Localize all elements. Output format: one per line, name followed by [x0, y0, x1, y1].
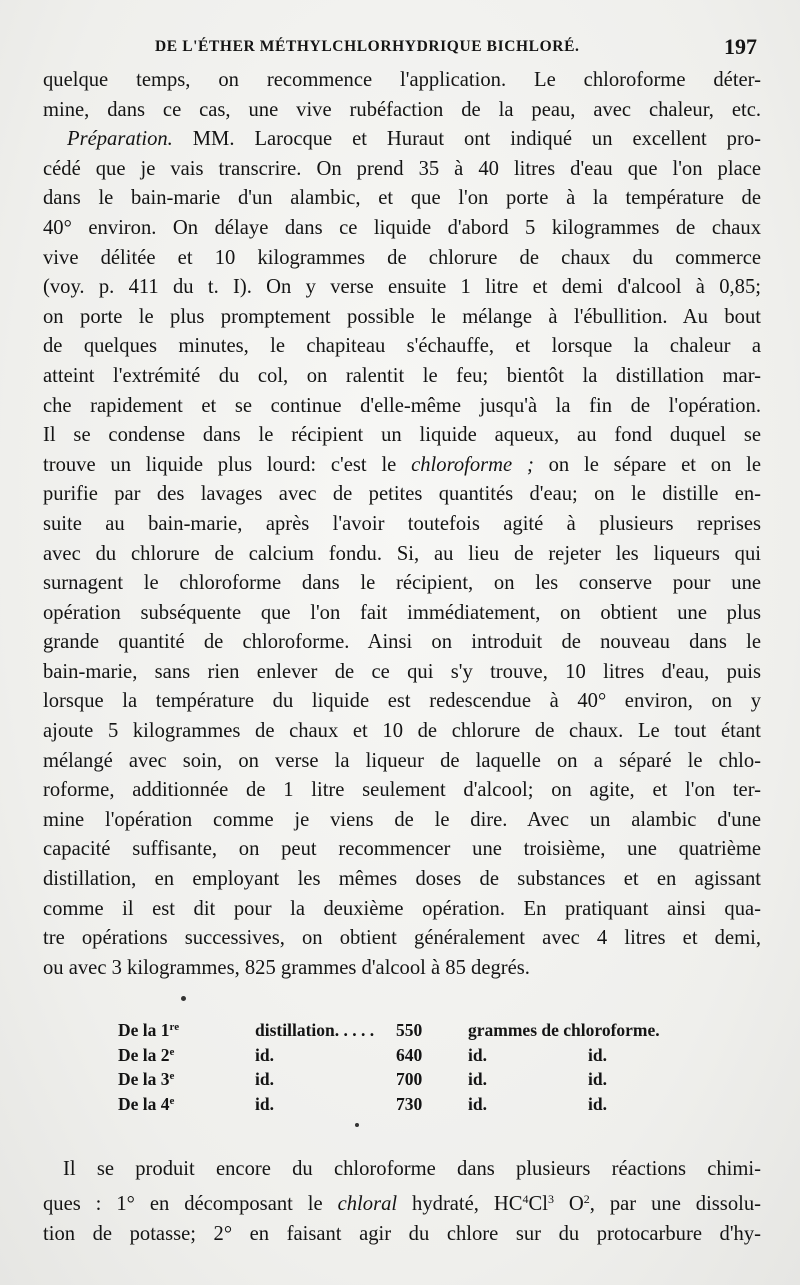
text-line: Il se condense dans le récipient un liquide aqueux, au fond duquel se [43, 424, 761, 447]
text-line: quelque temps, on recommence l'application. Le chloroforme déter- [43, 69, 761, 91]
text-line: dans le bain-marie d'un alambic, et que l'on porte à la température de [43, 187, 761, 210]
text-fragment: MM. Larocque et Huraut ont indiqué un excellent pro- [172, 128, 761, 151]
table-cell: id. [255, 1093, 274, 1114]
table-cell: id. [468, 1093, 487, 1114]
text-line: capacité suffisante, on peut recommencer une troisième, une quatrième [43, 838, 761, 861]
text-line: atteint l'extrémité du col, on ralentit le feu; bientôt la distillation mar- [43, 364, 761, 387]
text-line [43, 125, 761, 155]
table-cell: id. [588, 1044, 607, 1065]
table-cell: grammes de chloroforme. [468, 1020, 660, 1040]
text-line: surnagent le chloroforme dans le récipient, on les conserve pour une [43, 572, 761, 595]
text-line: tre opérations successives, on obtient généralement avec 4 litres et demi, [43, 927, 761, 950]
row-label: De la 2e [118, 1044, 175, 1065]
text-line: (voy. p. 411 du t. I). On y verse ensuite 1 litre et demi d'alcool à 0,85; [43, 276, 761, 299]
text-line: 40° environ. On délaye dans ce liquide d'abord 5 kilogrammes de chaux [43, 216, 761, 239]
text-line: grande quantité de chloroforme. Ainsi on introduit de nouveau dans le [43, 631, 761, 654]
italic-term: chloroforme ; [411, 453, 534, 476]
table-cell: distillation. . . . . [255, 1020, 375, 1040]
text-line: Il se produit encore du chloroforme dans plusieurs réactions chimi- [63, 1158, 761, 1180]
text-fragment: on le sépare et on le [533, 453, 761, 476]
table-cell: id. [468, 1069, 487, 1089]
text-line: distillation, en employant les mêmes doses de substances et en agissant [43, 868, 761, 891]
text-line: ajoute 5 kilogrammes de chaux et 10 de chlorure de chaux. Le tout étant [43, 720, 761, 743]
text-line: suite au bain-marie, après l'avoir toutefois agité à plusieurs reprises [43, 512, 761, 535]
text-line: mine, dans ce cas, une vive rubéfaction de la peau, avec chaleur, etc. [43, 98, 761, 121]
text-line: ques : 1° en décomposant le chloral hydraté, $HC^4Cl^3$ $O^2$, par une dissolu- [43, 1191, 761, 1215]
table-cell: id. [468, 1044, 487, 1065]
page-number: 197 [724, 34, 757, 59]
text-line: mine l'opération comme je viens de le dire. Avec un alambic d'une [43, 808, 761, 831]
table-row [118, 1069, 718, 1094]
table-row [118, 1094, 718, 1119]
print-speck [355, 1123, 359, 1127]
text-line [43, 451, 761, 481]
distillation-table [118, 1020, 718, 1118]
text-line: cédé que je vais transcrire. On prend 35 à 40 litres d'eau que l'on place [43, 157, 761, 180]
table-cell: id. [255, 1044, 274, 1065]
text-line: che rapidement et se continue d'elle-même jusqu'à la fin de l'opération. [43, 394, 761, 417]
table-cell: id. [588, 1069, 607, 1089]
text-line: vive délitée et 10 kilogrammes de chlorure de chaux du commerce [43, 246, 761, 269]
closing-paragraph [43, 1155, 761, 1249]
running-head: DE L'ÉTHER MÉTHYLCHLORHYDRIQUE BICHLORÉ. [155, 38, 580, 55]
row-label: De la 3e [118, 1069, 175, 1089]
text-line: bain-marie, sans rien enlever de ce qui s'y trouve, 10 litres d'eau, puis [43, 660, 761, 683]
table-cell: 550 [396, 1020, 423, 1040]
row-label: De la 1re [118, 1020, 180, 1040]
table-row [118, 1045, 718, 1070]
table-cell: 640 [396, 1044, 423, 1065]
text-fragment: trouve un liquide plus lourd: c'est le [43, 453, 412, 476]
text-line: lorsque la température du liquide est redescendue à 40° environ, on y [43, 690, 761, 713]
page-header [155, 34, 765, 64]
text-line: comme il est dit pour la deuxième opération. En pratiquant ainsi qua- [43, 897, 761, 920]
section-label: Préparation. [67, 128, 173, 151]
text-line: tion de potasse; 2° en faisant agir du chlore sur du protocarbure d'hy- [43, 1222, 761, 1245]
table-row [118, 1020, 718, 1045]
text-line: avec du chlorure de calcium fondu. Si, au lieu de rejeter les liqueurs qui [43, 542, 761, 565]
table-cell: 730 [396, 1093, 423, 1114]
row-label: De la 4e [118, 1093, 175, 1114]
text-line: de quelques minutes, le chapiteau s'échauffe, et lorsque la chaleur a [43, 335, 761, 358]
text-line: roforme, additionnée de 1 litre seulement d'alcool; on agite, et l'on ter- [43, 779, 761, 802]
text-line: purifie par des lavages avec de petites quantités d'eau; on le distille en- [43, 483, 761, 506]
print-speck [181, 996, 186, 1001]
text-line: opération subséquente que l'on fait immédiatement, on obtient une plus [43, 601, 761, 624]
text-line: on porte le plus promptement possible le mélange à l'ébullition. Au bout [43, 305, 761, 328]
body-text [43, 66, 761, 983]
italic-term: chloral [337, 1192, 398, 1215]
table-cell: 700 [396, 1069, 423, 1089]
table-cell: id. [588, 1093, 607, 1114]
table-cell: id. [255, 1069, 274, 1089]
text-line: mélangé avec soin, on verse la liqueur de laquelle on a séparé le chlo- [43, 749, 761, 772]
text-line: ou avec 3 kilogrammes, 825 grammes d'alcool à 85 degrés. [43, 956, 530, 979]
